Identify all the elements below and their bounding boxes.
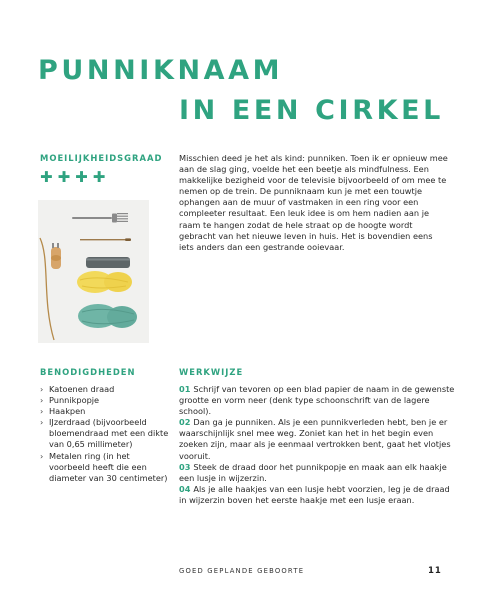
materials-list [40, 384, 172, 484]
step-number: 02 [179, 417, 191, 428]
list-item: › Punnikpopje [40, 395, 172, 406]
list-item: › Metalen ring (in het voorbeeld heeft die een diameter van 30 centimeter) [40, 451, 172, 484]
materials-heading: BENODIGDHEDEN [40, 367, 136, 377]
method-heading: WERKWIJZE [179, 367, 244, 377]
step-number: 03 [179, 461, 191, 472]
plus-icon: ✚ [57, 168, 71, 186]
page-number: 11 [428, 566, 442, 576]
list-item: › Katoenen draad [40, 384, 172, 395]
step-number: 04 [179, 483, 191, 494]
step-number: 01 [179, 384, 191, 394]
step [179, 462, 455, 484]
step-text: Dan ga je punniken. Als je een punnikverleden hebt, ben je er waarschijnlijk snel mee weg. Zoniet kan het in het begin even zoeken zijn, maar als je eenmaal vertrokken bent, gaat het vlotjes vooruit. [179, 417, 451, 461]
title-line-2: IN EEN CIRKEL [179, 95, 444, 126]
step-text: Steek de draad door het punnikpopje en maak aan elk haakje een lusje in wijzerzin. [179, 461, 447, 483]
step-text: Als je alle haakjes van een lusje hebt voorzien, leg je de draad in wijzerzin boven het eerste haakje met een lusje eraan. [179, 483, 450, 505]
wire-spool-icon [86, 257, 130, 268]
plus-icon: ✚ [40, 168, 53, 186]
list-item: › Haakpen [40, 406, 172, 417]
craft-supplies-image [38, 200, 149, 343]
step [179, 384, 455, 417]
step [179, 417, 455, 461]
footer-title: GOED GEPLANDE GEBOORTE [179, 567, 305, 575]
step [179, 484, 455, 506]
difficulty-heading: MOEILIJKHEIDSGRAAD [40, 153, 163, 163]
craft-supplies-illustration [38, 200, 149, 343]
yellow-yarn-icon [77, 271, 132, 293]
plus-icon: ✚ [92, 168, 106, 186]
difficulty-rating [40, 170, 105, 185]
teal-yarn-icon [78, 304, 137, 328]
list-item: › IJzerdraad (bijvoorbeeld bloemendraad met een dikte van 0,65 millimeter) [40, 417, 172, 450]
title-line-1: PUNNIKNAAM [38, 55, 284, 86]
intro-paragraph: Misschien deed je het als kind: punniken. Toen ik er opnieuw mee aan de slag ging, voelde het een beetje als mindfulness. Een makkelijke bezigheid voor de televisie bijvoorbeeld of om mee te nemen op de trein. De punniknaam kun je met een touwtje ophangen aan de muur of vastmaken in een ring voor een compleeter resultaat. Een leuk idee is om hem nadien aan je raam te hangen zodat de hele straat op de hoogte wordt gebracht van het nieuwe leven in huis. Het is bovendien eens iets anders dan een gestrande ooievaar. [179, 153, 448, 252]
step-text: Schrijf van tevoren op een blad papier de naam in de gewenste grootte en vorm neer (denk type schoonschrift van de lagere school). [179, 384, 455, 417]
plus-icon: ✚ [75, 168, 88, 186]
method-steps [179, 384, 455, 506]
